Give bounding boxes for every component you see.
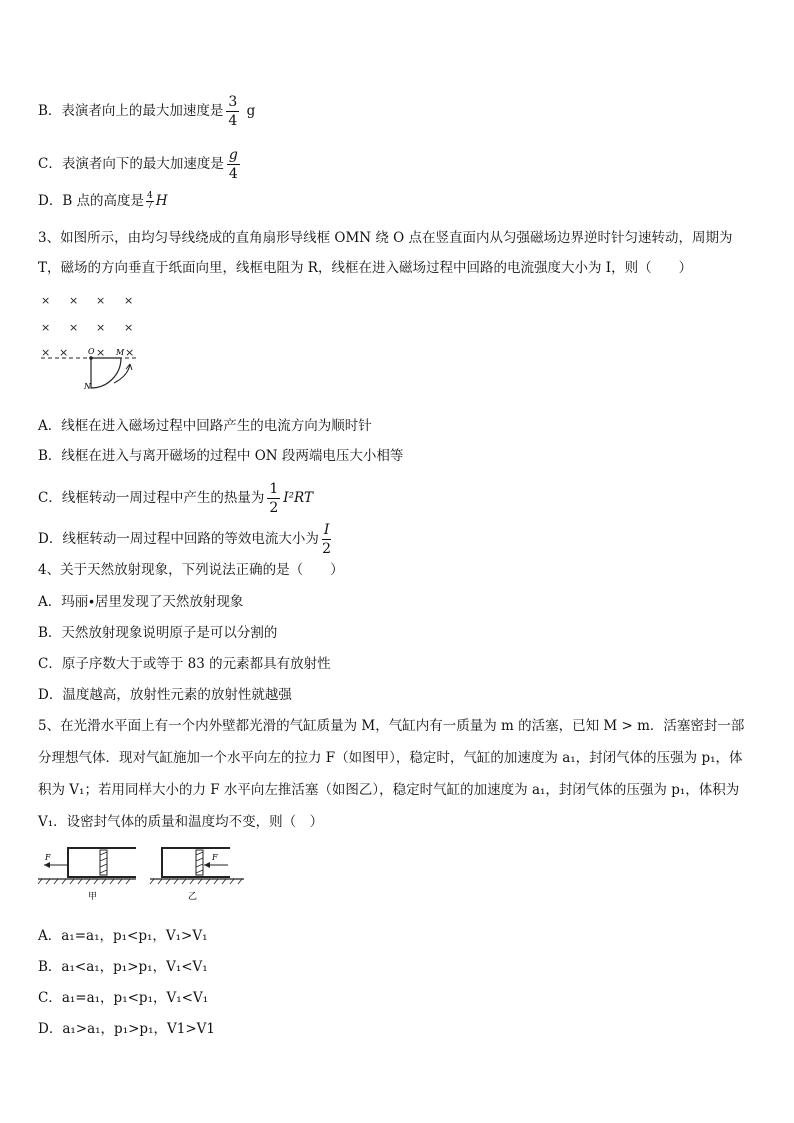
q5-cylinder-figure <box>38 843 248 913</box>
q2-option-b: B．表演者向上的最大加速度是 $\frac{3}{4}$ g <box>38 94 256 129</box>
q5-option-d: D．a₁>a₁，p₁>p₁，V1>V1 <box>38 1021 215 1037</box>
q4-option-b: B．天然放射现象说明原子是可以分割的 <box>38 625 278 641</box>
svg-text:×: × <box>96 294 106 307</box>
svg-text:甲: 甲 <box>88 892 98 902</box>
svg-text:O: O <box>88 347 95 356</box>
svg-text:N: N <box>84 382 91 391</box>
svg-text:×: × <box>69 294 79 307</box>
q2-option-d: D．B 点的高度是 $\frac{4}{7}$ H <box>38 191 168 211</box>
q5-stem-line1: 5、在光滑水平面上有一个内外壁都光滑的气缸质量为 M，气缸内有一质量为 m 的活塞，已知 M > m．活塞密封一部 <box>38 718 745 734</box>
q3-option-a: A．线框在进入磁场过程中回路产生的电流方向为顺时针 <box>38 418 372 434</box>
q3-option-c: C．线框转动一周过程中产生的热量为 $\frac{1}{2}$ I²RT <box>38 481 313 516</box>
fraction: $\frac{4}{7}$ <box>147 191 153 211</box>
svg-text:×: × <box>59 346 69 359</box>
svg-text:×: × <box>96 321 106 334</box>
q4-option-d: D．温度越高，放射性元素的放射性就越强 <box>38 687 292 703</box>
svg-text:×: × <box>41 321 51 334</box>
svg-text:×: × <box>69 321 79 334</box>
svg-text:×: × <box>124 321 134 334</box>
svg-text:F: F <box>212 853 218 862</box>
fraction: $\frac{3}{4}$ <box>228 94 238 129</box>
q5-option-a: A．a₁=a₁，p₁<p₁，V₁>V₁ <box>38 928 208 944</box>
q3-stem-line1: 3、如图所示，由均匀导线绕成的直角扇形导线框 OMN 绕 O 点在竖直面内从匀强磁场边界逆时针匀速转动，周期为 <box>38 230 733 246</box>
q5-stem-line3: 积为 V₁；若用同样大小的力 F 水平向左推活塞（如图乙），稳定时气缸的加速度为 a₁，封闭气体的压强为 p₁，体积为 <box>38 782 740 798</box>
svg-text:×: × <box>96 346 106 359</box>
q3-magnetic-field-figure <box>36 288 146 398</box>
q3-option-d: D．线框转动一周过程中回路的等效电流大小为 $\frac{I}{2}$ <box>38 522 332 557</box>
q4-stem: 4、关于天然放射现象，下列说法正确的是（ ） <box>38 562 344 578</box>
q5-option-c: C．a₁=a₁，p₁<p₁，V₁<V₁ <box>38 990 209 1006</box>
q5-option-b: B．a₁<a₁，p₁>p₁，V₁<V₁ <box>38 959 208 975</box>
svg-text:×: × <box>41 346 51 359</box>
q2-option-c: C．表演者向下的最大加速度是 $\frac{g}{4}$ <box>38 147 238 182</box>
fraction: $\frac{1}{2}$ <box>269 481 279 516</box>
q3-stem-line2: T，磁场的方向垂直于纸面向里，线框电阻为 R，线框在进入磁场过程中回路的电流强度大小为 I，则（ ） <box>38 260 693 276</box>
fraction: $\frac{I}{2}$ <box>322 522 332 557</box>
svg-text:×: × <box>124 294 134 307</box>
svg-text:×: × <box>125 346 135 359</box>
svg-text:乙: 乙 <box>188 892 198 902</box>
q3-option-b: B．线框在进入与离开磁场的过程中 ON 段两端电压大小相等 <box>38 448 404 464</box>
svg-text:M: M <box>116 348 125 357</box>
q5-stem-line4: V₁．设密封气体的质量和温度均不变，则（ ） <box>38 814 324 830</box>
svg-text:F: F <box>45 853 51 862</box>
q4-option-c: C．原子序数大于或等于 83 的元素都具有放射性 <box>38 656 331 672</box>
fraction: $\frac{g}{4}$ <box>228 147 238 182</box>
q5-stem-line2: 分理想气体．现对气缸施加一个水平向左的拉力 F（如图甲），稳定时，气缸的加速度为 a₁，封闭气体的压强为 p₁，体 <box>38 750 743 766</box>
q4-option-a: A．玛丽∙居里发现了天然放射现象 <box>38 594 244 610</box>
svg-text:×: × <box>41 294 51 307</box>
